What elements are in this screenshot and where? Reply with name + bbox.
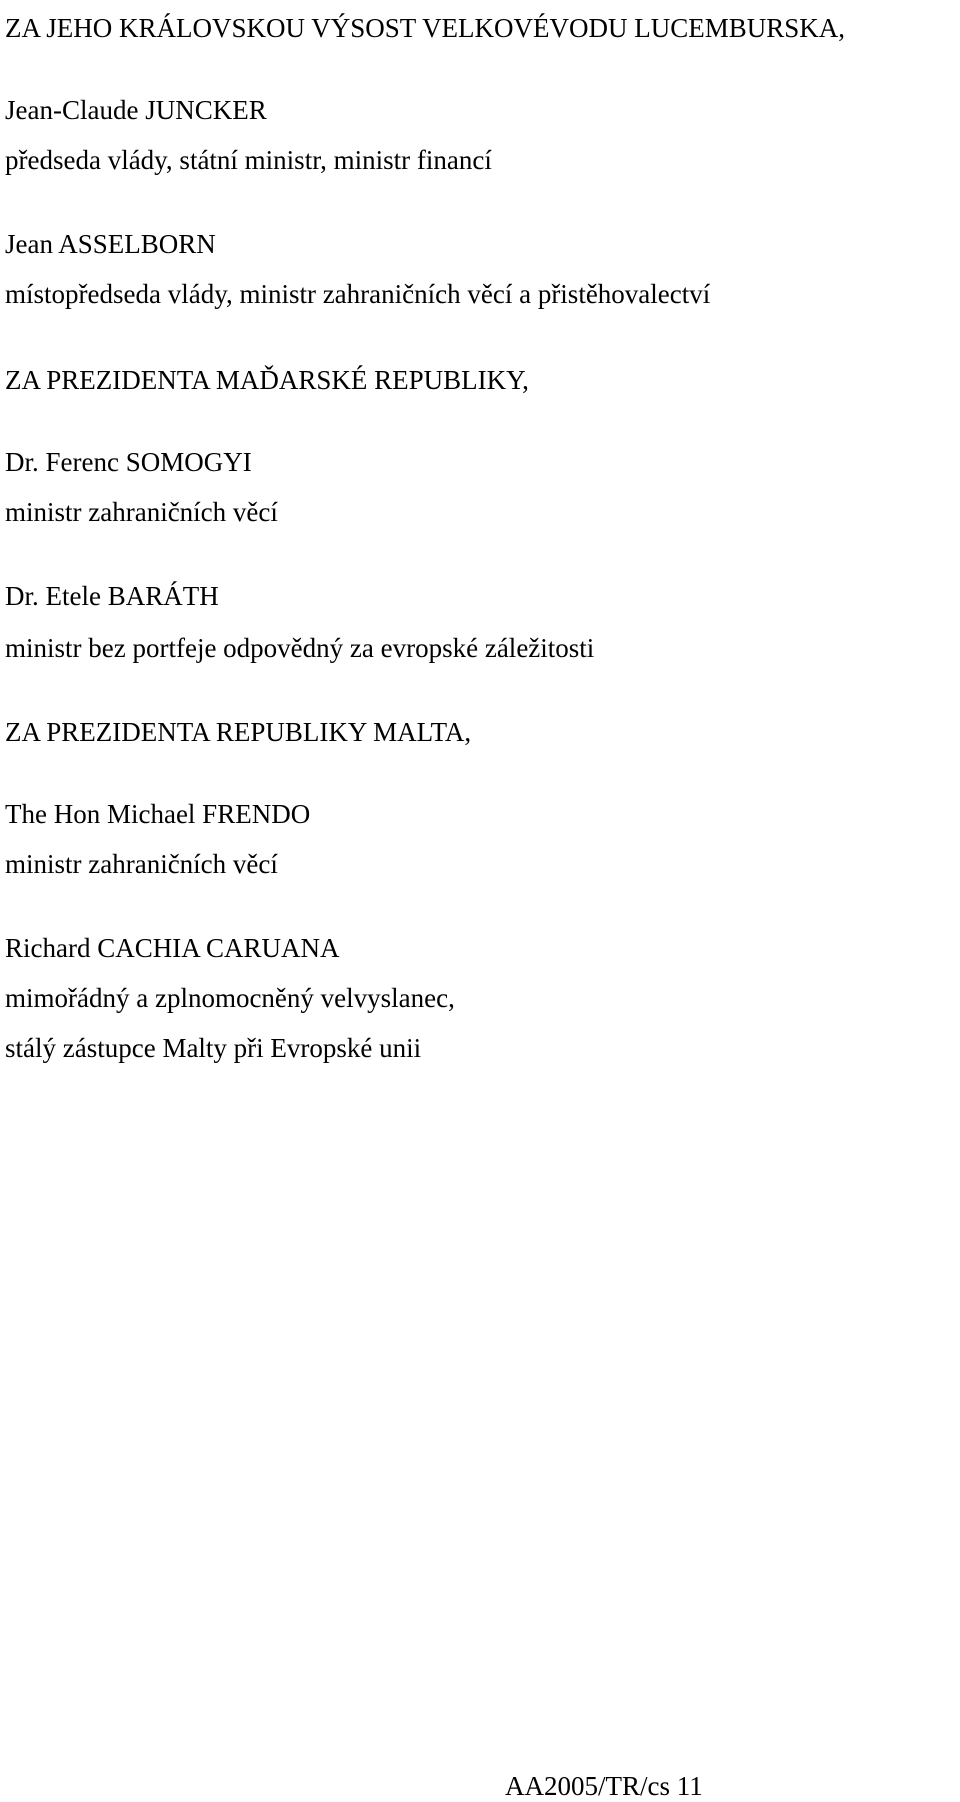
- party-heading: ZA PREZIDENTA REPUBLIKY MALTA,: [5, 717, 472, 747]
- signatory-name: The Hon Michael FRENDO: [5, 799, 311, 829]
- signatory-role: mimořádný a zplnomocněný velvyslanec,: [5, 983, 455, 1013]
- signatory-role: stálý zástupce Malty při Evropské unii: [5, 1033, 422, 1063]
- signatory-role: ministr bez portfeje odpovědný za evropské záležitosti: [5, 633, 595, 663]
- signatory-name: Dr. Ferenc SOMOGYI: [5, 447, 252, 477]
- signatory-name: Richard CACHIA CARUANA: [5, 933, 340, 963]
- signatory-name: Jean ASSELBORN: [5, 229, 216, 259]
- signatory-role: ministr zahraničních věcí: [5, 849, 278, 879]
- signatory-role: předseda vlády, státní ministr, ministr financí: [5, 145, 492, 175]
- signatory-name: Dr. Etele BARÁTH: [5, 581, 219, 611]
- signatory-role: ministr zahraničních věcí: [5, 497, 278, 527]
- party-heading: ZA JEHO KRÁLOVSKOU VÝSOST VELKOVÉVODU LUCEMBURSKA,: [5, 13, 846, 43]
- signatory-role: místopředseda vlády, ministr zahraničních věcí a přistěhovalectví: [5, 279, 711, 309]
- signatory-name: Jean-Claude JUNCKER: [5, 95, 267, 125]
- party-heading: ZA PREZIDENTA MAĎARSKÉ REPUBLIKY,: [5, 365, 529, 395]
- page-footer-reference: AA2005/TR/cs 11: [505, 1771, 703, 1801]
